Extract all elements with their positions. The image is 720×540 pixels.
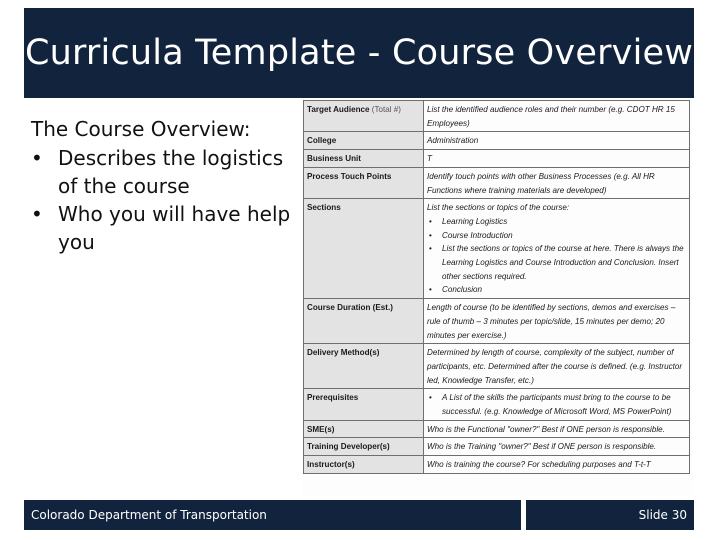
table-row (304, 389, 690, 420)
row-label: Instructor(s) (304, 456, 424, 474)
table-row (304, 150, 690, 168)
slide-number-bar (526, 500, 694, 530)
row-label: Course Duration (Est.) (304, 299, 424, 344)
row-label: Training Developer(s) (304, 438, 424, 456)
footer-organization: Colorado Department of Transportation (31, 508, 267, 522)
table-row (304, 167, 690, 198)
table-row (304, 438, 690, 456)
row-label: Business Unit (304, 150, 424, 168)
list-item: • Conclusion (429, 285, 483, 295)
list-item: • List the sections or topics of the course at here. There is always the Learning Logistics and Course Introduction and Conclusion. Insert other sections required. (429, 244, 684, 281)
row-value: Identify touch points with other Business Processes (e.g. All HR Functions where training materials are developed) (424, 167, 690, 198)
sections-bullet-list (427, 215, 686, 297)
row-value: List the identified audience roles and their number (e.g. CDOT HR 15 Employees) (424, 101, 690, 132)
bullet-icon: • (31, 146, 43, 170)
bullet-item: • Who you will have help you (31, 202, 291, 254)
row-label: College (304, 132, 424, 150)
bullet-list (31, 144, 293, 256)
title-bar (24, 8, 694, 98)
row-label: Sections (304, 199, 424, 299)
row-label: SME(s) (304, 420, 424, 438)
row-label: Prerequisites (304, 389, 424, 420)
slide-title: Curricula Template - Course Overview (24, 33, 694, 73)
list-item: • Learning Logistics (429, 216, 508, 226)
bullet-item: • Describes the logistics of the course (31, 146, 284, 198)
course-overview-table-image (303, 100, 692, 496)
table-row (304, 199, 690, 299)
table-row (304, 420, 690, 438)
row-value: T (424, 150, 690, 168)
table-row (304, 344, 690, 389)
row-label: Target Audience (Total #) (304, 101, 424, 132)
list-item: • Course Introduction (429, 230, 513, 240)
bullet-icon: • (31, 202, 43, 226)
row-value (424, 389, 690, 420)
row-label: Delivery Method(s) (304, 344, 424, 389)
row-value: Determined by length of course, complexity of the subject, number of participants, etc. Determined after the course is defined. (e.g. Instructor led, Knowledge Transfer, etc.) (424, 344, 690, 389)
row-value: Who is training the course? For scheduling purposes and T-t-T (424, 456, 690, 474)
row-value: Length of course (to be identified by sections, demos and exercises – rule of thumb – 3 minutes per topic/slide, 15 minutes per demo; 20 minutes per exercise.) (424, 299, 690, 344)
row-value: Who is the Training "owner?" Best if ONE person is responsible. (424, 438, 690, 456)
footer-bar (24, 500, 521, 530)
prerequisites-bullet-list (427, 391, 686, 418)
row-value: Who is the Functional "owner?" Best if ONE person is responsible. (424, 420, 690, 438)
table-row (304, 132, 690, 150)
table-row (304, 101, 690, 132)
row-value: List the sections or topics of the course: • Learning Logistics • Course Introduction • List the sections or topics of the course at here. There is always the Learning Logistics and Course Introduction and Conclusion. Insert other sections required. • Conclusion (424, 199, 690, 299)
intro-text: The Course Overview: (31, 117, 251, 141)
list-item: • A List of the skills the participants must bring to the course to be successful. (e.g. Knowledge of Microsoft Word, MS PowerPoint) (429, 393, 672, 417)
table-row (304, 456, 690, 474)
table-row (304, 299, 690, 344)
row-value: Administration (424, 132, 690, 150)
course-overview-table (303, 100, 690, 474)
row-label: Process Touch Points (304, 167, 424, 198)
slide-number: Slide 30 (638, 508, 687, 522)
left-text-block (31, 114, 293, 256)
